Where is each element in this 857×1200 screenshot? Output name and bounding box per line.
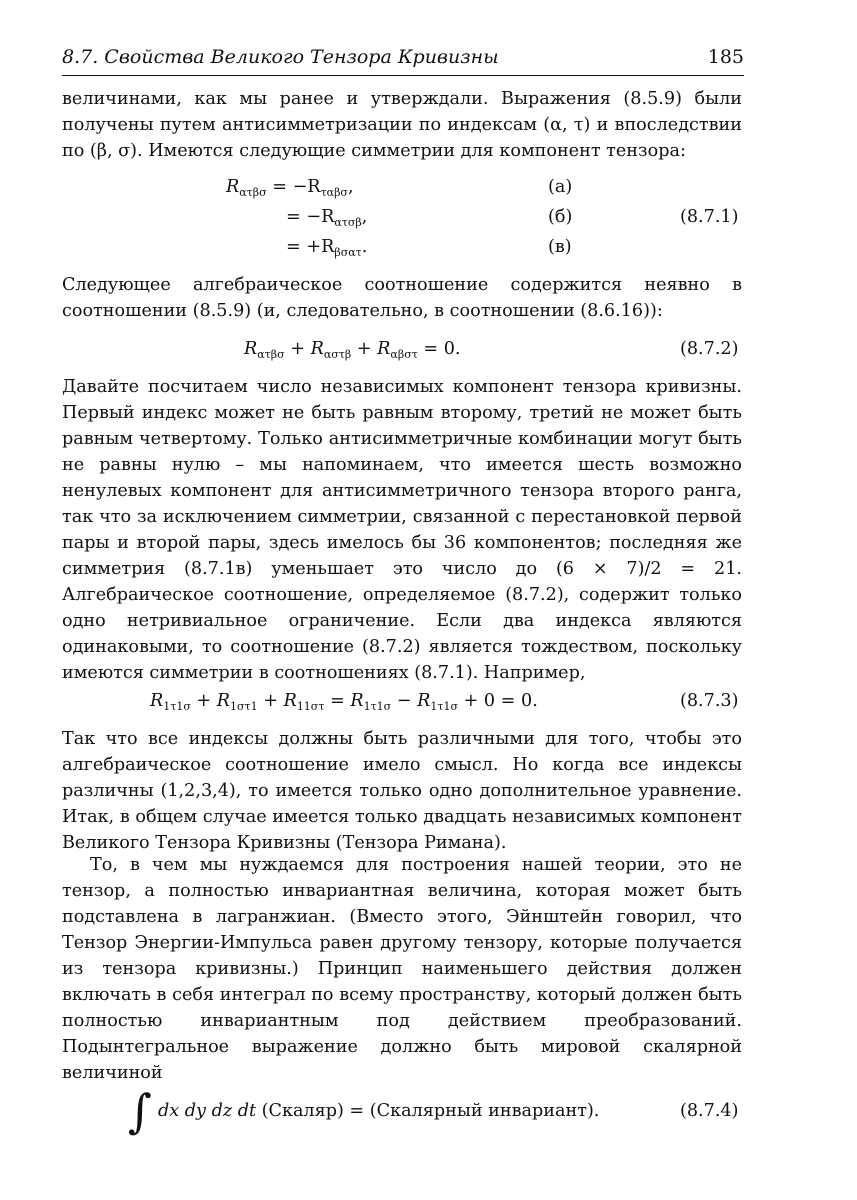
eq871-tag-b: (б) [548,207,573,227]
paragraph-3: Давайте посчитаем число независимых компонент тензора кривизны. Первый индекс может не быть равным второму, третий не может быть равным четвертому. Только антисимметричные комбинации могут быть не равны нулю – мы напоминаем, что имеется шесть возможно ненулевых компонент для антисимметричного тензора второго ранга, так что за исключением симметрии, связанной с перестановкой первой пары и второй пары, здесь имелось бы 36 компонентов; последняя же симметрия (8.7.1в) уменьшает это число до (6 × 7)/2 = 21. Алгебраическое соотношение, определяемое (8.7.2), содержит только одно нетривиальное ограничение. Если два индекса являются одинаковыми, то соотношение (8.7.2) является тождеством, поскольку имеются симметрии в соотношениях (8.7.1). Например, [62,377,742,683]
running-header [62,44,744,70]
eq872-number: (8.7.2) [680,339,739,359]
section-title: 8.7. Свойства Великого Тензора Кривизны [62,46,499,68]
eq871-number: (8.7.1) [680,207,739,227]
eq871-tag-a: (а) [548,177,573,197]
eq871-line-b: = $-R_{\alpha\tau\sigma\beta}$, [286,207,368,229]
eq873-number: (8.7.3) [680,691,739,711]
header-rule [62,75,744,76]
paragraph-4: Так что все индексы должны быть различными для того, чтобы это алгебраическое соотношение имело смысл. Но когда все индексы различны (1,2,3,4), то имеется только одно дополнительное уравнение. Итак, в общем случае имеется только двадцать независимых компонент Великого Тензора Кривизны (Тензора Римана). [62,729,742,853]
paragraph-5: То, в чем мы нуждаемся для построения нашей теории, это не тензор, а полностью инвариантная величина, которая может быть подставлена в лагранжиан. (Вместо этого, Эйнштейн говорил, что Тензор Энергии-Импульса равен другому тензору, которые получается из тензора кривизны.) Принцип наименьшего действия должен включать в себя интеграл по всему пространству, который должен быть полностью инвариантным под действием преобразований. Подынтегральное выражение должно быть мировой скалярной величиной [62,855,742,1083]
eq874-number: (8.7.4) [680,1101,739,1121]
eq871-line-c: = $+R_{\beta\sigma\alpha\tau}$. [286,237,368,259]
paragraph-1: величинами, как мы ранее и утверждали. Выражения (8.5.9) были получены путем антисимметризации по индексам (α, τ) и впоследствии по (β, σ). Имеются следующие симметрии для компонент тензора: [62,89,742,161]
integral-sign: ∫ [128,1084,152,1138]
page-number: 185 [707,46,744,68]
eq874-body: dx dy dz dt (Скаляр) = (Скалярный инвариант). [158,1101,600,1121]
eq873-body: $R_{1\tau 1\sigma} + R_{1\sigma\tau 1} + R_{11\sigma\tau} = R_{1\tau 1\sigma} - R_{1\tau 1\sigma} + 0 = 0$. [150,691,538,713]
eq871-line-a: $R_{\alpha\tau\beta\sigma} = -R_{\tau\alpha\beta\sigma}$, [226,177,354,199]
eq871-tag-c: (в) [548,237,572,257]
paragraph-2: Следующее алгебраическое соотношение содержится неявно в соотношении (8.5.9) (и, следовательно, в соотношении (8.6.16)): [62,275,742,321]
eq872-body: $R_{\alpha\tau\beta\sigma} + R_{\alpha\sigma\tau\beta} + R_{\alpha\beta\sigma\tau} = 0$. [244,339,461,361]
